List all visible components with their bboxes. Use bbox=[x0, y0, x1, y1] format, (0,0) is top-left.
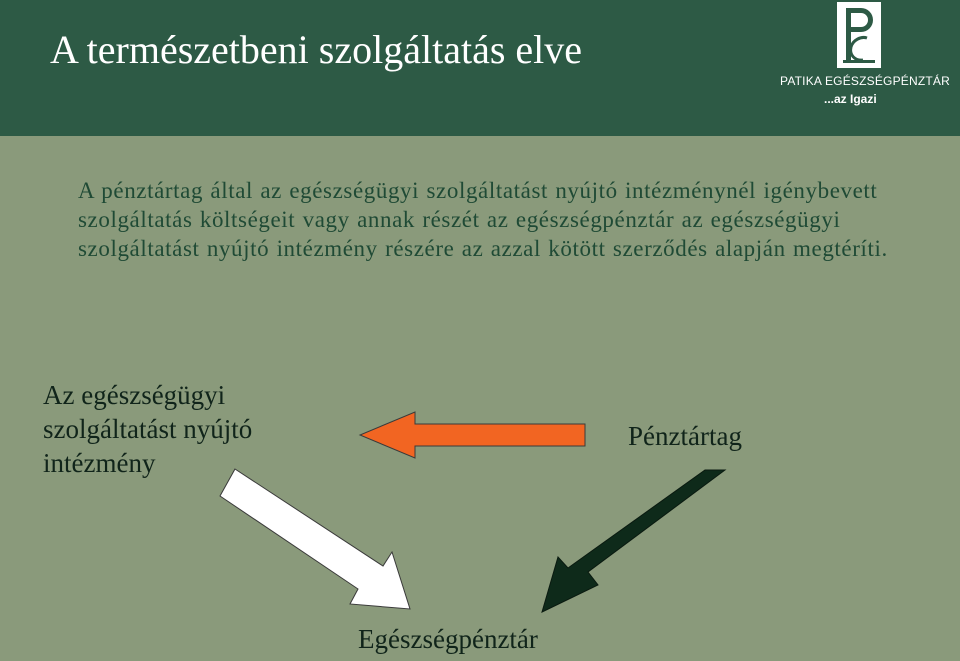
member-label: Pénztártag bbox=[628, 421, 742, 451]
logo-tagline: ...az Igazi bbox=[824, 92, 877, 106]
arrow-member-to-provider bbox=[360, 412, 585, 458]
logo-name: PATIKA EGÉSZSÉGPÉNZTÁR bbox=[780, 74, 950, 88]
slide-title: A természetbeni szolgáltatás elve bbox=[50, 27, 583, 72]
provider-label: Az egészségügyi szolgáltatást nyújtó intézmény bbox=[43, 380, 253, 478]
arrow-member-to-fund bbox=[542, 470, 725, 612]
fund-label: Egészségpénztár bbox=[358, 624, 538, 654]
arrow-provider-to-fund bbox=[220, 469, 410, 609]
definition-text: A pénztártag által az egészségügyi szolgáltatást nyújtó intézménynél igénybevett szolgáltatás költségeit vagy annak részét az egészségpénztár az egészségügyi szolgáltatást nyújtó intézmény részére az azzal kötött szerződés alapján megtéríti. bbox=[78, 178, 888, 261]
